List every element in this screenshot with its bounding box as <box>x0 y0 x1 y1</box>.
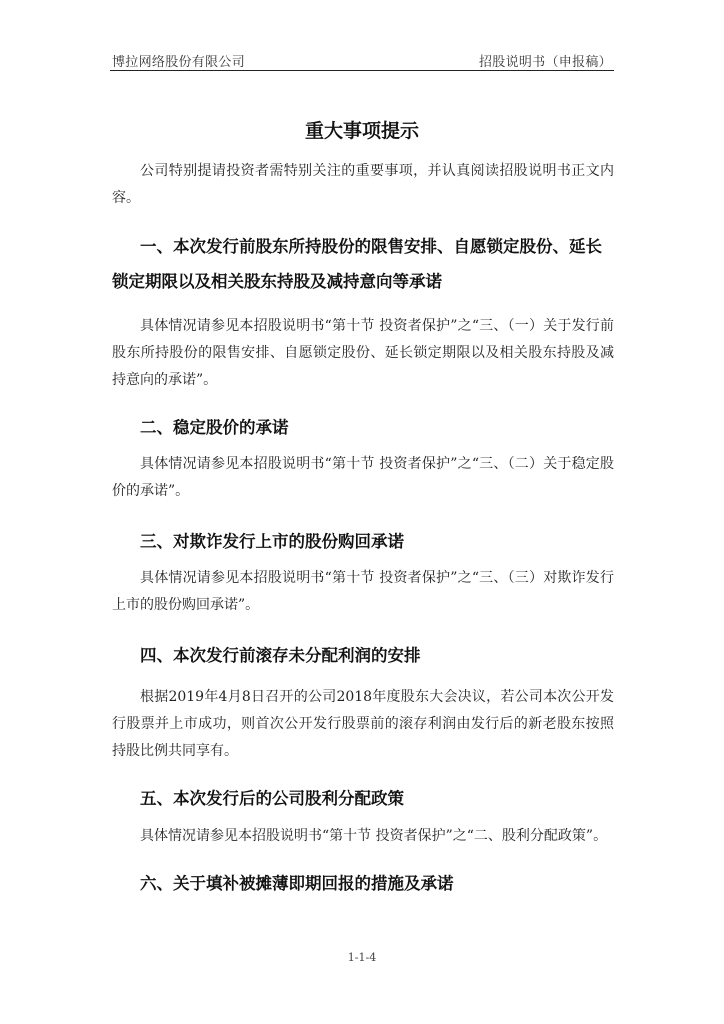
section-4-body: 根据2019年4月8日召开的公司2018年度股东大会决议，若公司本次公开发行股票并上市成功，则首次公开发行股票前的滚存利润由发行后的新老股东按照持股比例共同享有。 <box>112 689 614 759</box>
header-divider <box>110 70 614 71</box>
section-4-heading: 四、本次发行前滚存未分配利润的安排 <box>140 646 421 665</box>
page-number: 1-1-4 <box>347 951 377 964</box>
page-title: 重大事项提示 <box>304 120 419 142</box>
section-2-body: 具体情况请参见本招股说明书“第十节 投资者保护”之“三、（二）关于稳定股价的承诺”。 <box>112 456 614 499</box>
section-1-heading: 一、本次发行前股东所持股份的限售安排、自愿锁定股份、延长锁定期限以及相关股东持股及减持意向等承诺 <box>112 237 602 291</box>
section-6-heading: 六、关于填补被摊薄即期回报的措施及承诺 <box>140 874 454 893</box>
section-3-body: 具体情况请参见本招股说明书“第十节 投资者保护”之“三、（三）对欺诈发行上市的股份购回承诺”。 <box>112 570 614 613</box>
header-company-name: 博拉网络股份有限公司 <box>112 55 246 70</box>
section-5-body: 具体情况请参见本招股说明书“第十节 投资者保护”之“二、股利分配政策”。 <box>140 828 608 844</box>
section-1-body: 具体情况请参见本招股说明书“第十节 投资者保护”之“三、（一）关于发行前股东所持股份的限售安排、自愿锁定股份、延长锁定期限以及相关股东持股及减持意向的承诺”。 <box>112 318 614 388</box>
section-5-heading: 五、本次发行后的公司股利分配政策 <box>140 789 404 808</box>
section-3-heading: 三、对欺诈发行上市的股份购回承诺 <box>140 532 404 551</box>
section-2-heading: 二、稳定股价的承诺 <box>140 418 289 437</box>
header-document-type: 招股说明书（申报稿） <box>478 55 612 70</box>
intro-paragraph: 公司特别提请投资者需特别关注的重要事项，并认真阅读招股说明书正文内容。 <box>112 163 614 206</box>
